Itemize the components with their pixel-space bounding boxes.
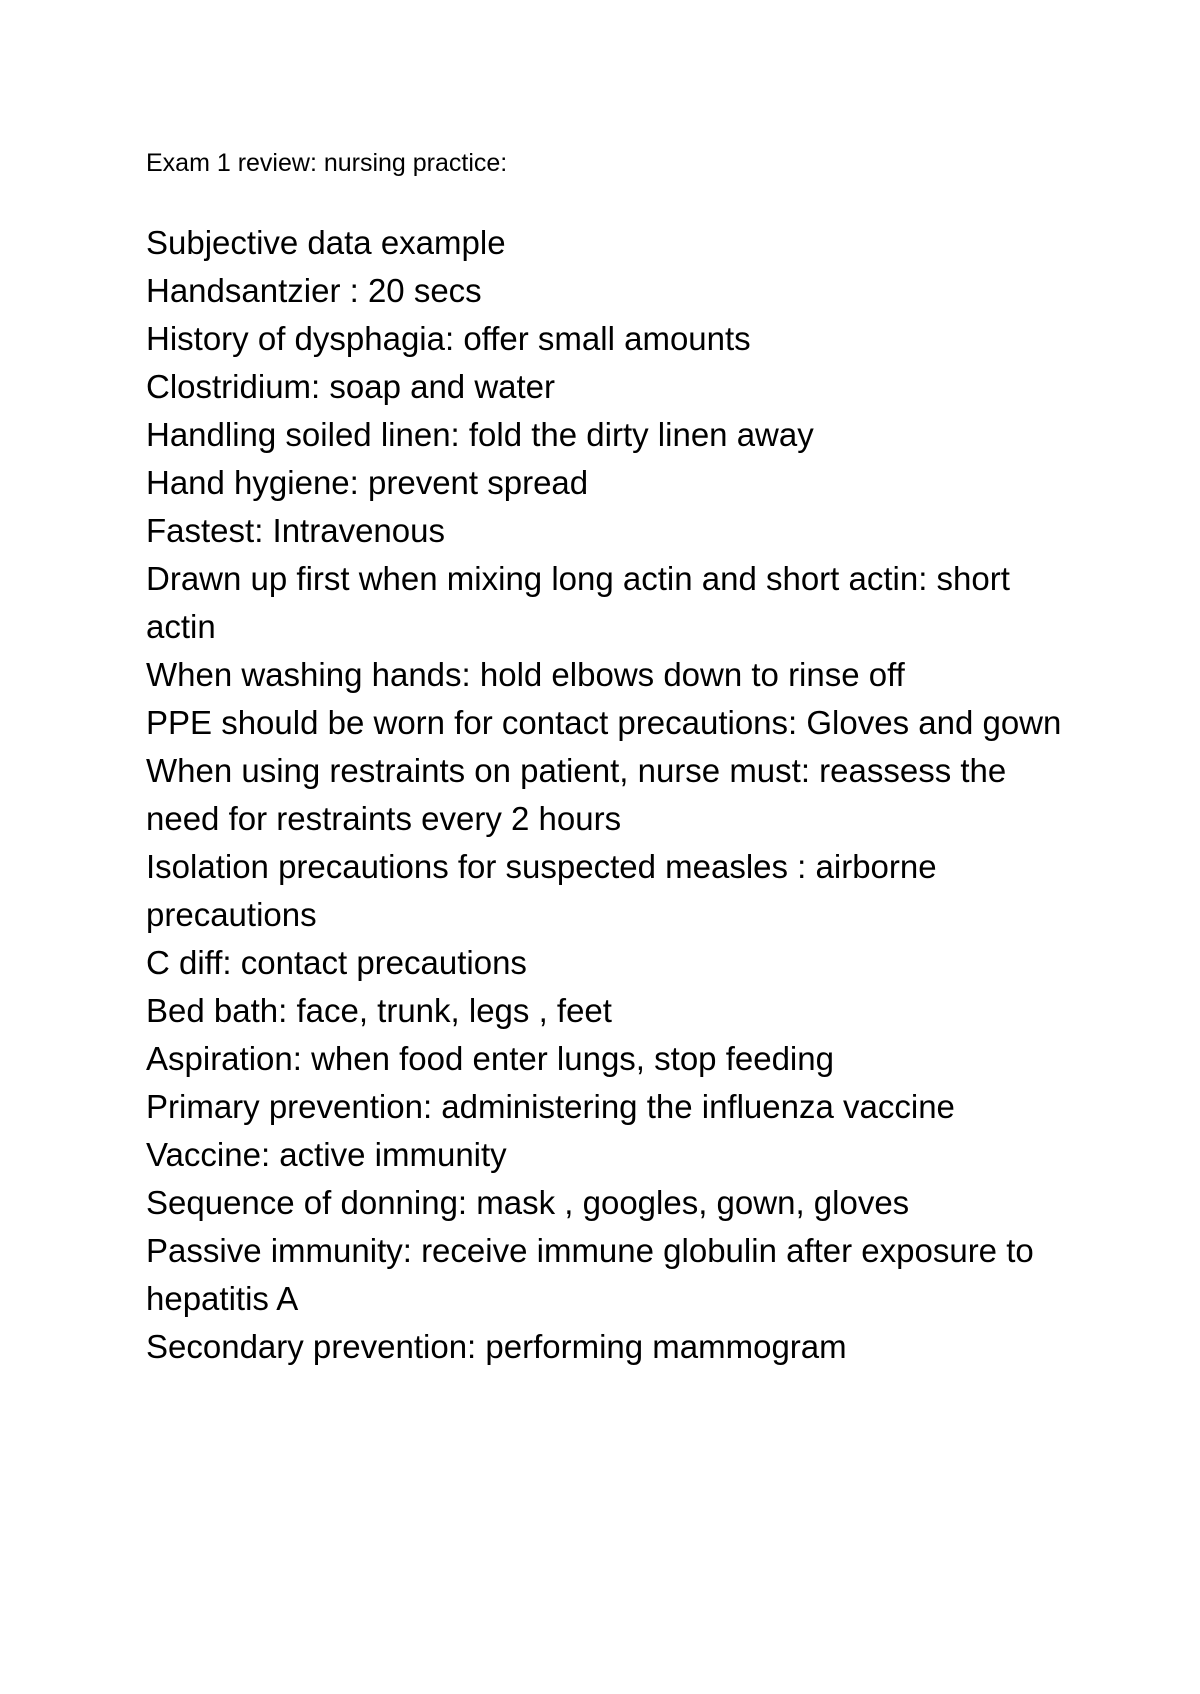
note-line: Passive immunity: receive immune globulin after exposure to hepatitis A xyxy=(146,1232,1034,1317)
note-line: Isolation precautions for suspected measles : airborne precautions xyxy=(146,848,937,933)
note-line: Hand hygiene: prevent spread xyxy=(146,464,589,501)
note-line: Drawn up first when mixing long actin and short actin: short actin xyxy=(146,560,1010,645)
note-line: Sequence of donning: mask , googles, gown, gloves xyxy=(146,1184,910,1221)
note-line: Clostridium: soap and water xyxy=(146,368,556,405)
note-line: Subjective data example xyxy=(146,224,506,261)
note-line: When using restraints on patient, nurse must: reassess the need for restraints every 2 hours xyxy=(146,752,1007,837)
document-title: Exam 1 review: nursing practice: xyxy=(146,149,508,177)
note-line: Handsantzier : 20 secs xyxy=(146,272,482,309)
note-line: Fastest: Intravenous xyxy=(146,512,445,549)
note-line: Primary prevention: administering the influenza vaccine xyxy=(146,1088,955,1125)
note-line: Secondary prevention: performing mammogram xyxy=(146,1328,847,1365)
note-line: Handling soiled linen: fold the dirty linen away xyxy=(146,416,814,453)
note-line: Bed bath: face, trunk, legs , feet xyxy=(146,992,612,1029)
note-line: When washing hands: hold elbows down to rinse off xyxy=(146,656,905,693)
review-notes-list xyxy=(146,219,1086,1371)
note-line: PPE should be worn for contact precautions: Gloves and gown xyxy=(146,704,1062,741)
note-line: History of dysphagia: offer small amounts xyxy=(146,320,751,357)
note-line: Aspiration: when food enter lungs, stop feeding xyxy=(146,1040,834,1077)
note-line: C diff: contact precautions xyxy=(146,944,527,981)
note-line: Vaccine: active immunity xyxy=(146,1136,507,1173)
